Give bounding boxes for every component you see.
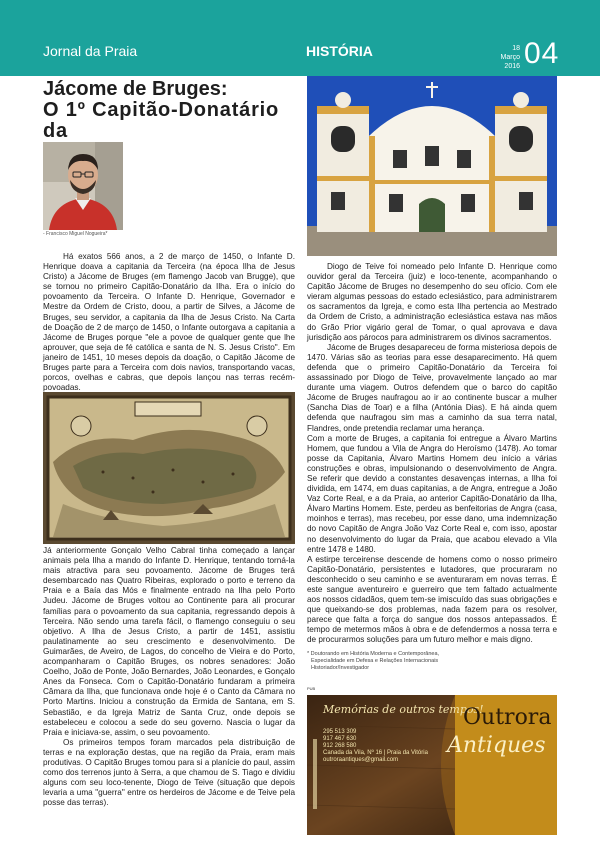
author-footnote [307, 651, 557, 672]
ad-phone-3: 912 268 580 [323, 743, 357, 749]
paragraph-4: Diogo de Teive foi nomeado pelo Infante D. Henrique como ouvidor geral da Terceira (juiz) e loco-tenente, acompanhando o Capitão Jácome de Bruges no desempenho do seu ofício. Com ele vieram algumas pessoas do estado eclesiástico, para administrarem os sacramentos da Igreja, e como esta Ilha pertencia ao Mestrado da Ordem de Cristo, a administração eclesiástica estava nas mãos do Grão Prior vigário geral de Tomar, o qual aprovava e dava jurisdição aos párocos para administrarem os divinos sacramentos. [307, 262, 557, 342]
paragraph-7: A estirpe terceirense descende de homens como o nosso primeiro Capitão-Donatário, persistentes e lutadores, que procuraram no desconhecido o seu caminho e se aventuraram em novas terras. É este sangue aventureiro e guerreiro que tem faltado actualmente aos nossos cidadãos, quem tem-se imiscuído das suas obrigações e que queixando-se dos problemas, nada fazem para os resolver, parece que falta a força do sangue dos nossos antepassados. É tempo de metermos mãos à obra e de defendermos a nossa terra e de procurarmos soluções para um futuro melhor e mais digno. [307, 554, 557, 645]
footnote-line-3: Historiador/Investigador [311, 665, 370, 671]
publication-name: Jornal da Praia [43, 43, 138, 59]
page-header [0, 0, 600, 76]
ad-address: Canada da Vila, Nº 16 | Praia da Vitória [323, 750, 428, 756]
title-line-2: O 1º Capitão-Donatário da [43, 99, 280, 142]
ad-email[interactable]: outroraantiques@gmail.com [323, 757, 399, 763]
footnote-line-2: Especialidade em Defesa e Relações Internacionais [311, 658, 439, 664]
author-photo [43, 142, 123, 230]
date-day: 18 [512, 45, 520, 52]
section-title: HISTÓRIA [306, 43, 373, 59]
ad-phone-2: 917 467 630 [323, 736, 357, 742]
page-number: 04 [524, 37, 560, 70]
ad-brand-line-1: Outrora [463, 705, 552, 730]
paragraph-3: Os primeiros tempos foram marcados pela distribuição de terras e na exploração destas, que na região da Praia, eram mais produtivas. O Capitão Bruges tomou para si a planície do paul, assim como dos terrenos junto à Serra, a que chamou de S. Tiago e dividiu alguns com seu loco-tenente, Diogo de Teive (situação que depois levaria a uma "guerra" entre os herdeiros de Jácome e de Teive pela posse das terras). [43, 737, 295, 808]
historical-map-image [43, 392, 295, 544]
paragraph-5: Jácome de Bruges desapareceu de forma misteriosa depois de 1470. Várias são as teorias para esse desaparecimento. Há quem defenda que o primeiro Capitão-Donatário da Terceira foi assassinado por Diogo de Teive, provavelmente lançado ao mar durante uma viagem. Outros defendem que o barco do capitão Jácome de Bruges naufragou ao ir ao continente buscar a mulher (Sancha Dias de Toar) e a filha (Antónia Dias). E há ainda quem defenda que naufragou sim mas a caminho da sua terra natal, Flandres, onde pretendia reclamar uma herança. [307, 342, 557, 433]
ad-contact [323, 729, 428, 764]
ad-tagline: Memórias de outros tempos! [323, 703, 484, 716]
footnote-line-1: * Doutorando em História Moderna e Contemporânea, [307, 651, 440, 657]
title-line-1: Jácome de Bruges: [43, 78, 228, 100]
ad-phone-1: 295 513 309 [323, 729, 357, 735]
paragraph-1: Há exatos 566 anos, a 2 de março de 1450, o Infante D. Henrique doava a capitania da Terceira (na época Ilha de Jesus Cristo) a Jácome de Bruges (em flamengo Jacob van Brugge), que se tornou no primeiro Capitão-Donatário da Ilha. Era o início do povoamento da Terceira. O Infante D. Henrique, Governador e Mestre da Ordem de Cristo, doou, a partir de Silves, a Jácome de Bruges, seu servidor, a capitania da Ilha de Jesus Cristo. Na Carta de Doação de 2 de março de 1450, o Infante outorgava a capitania a Jácome de Bruges porque "ele a povoe de qualquer gente que lhe aprouver, que seja de fé católica e santa de N. S. Jesus Cristo". Em janeiro de 1451, 10 meses depois da doação, o Capitão Jácome de Bruges parte para a Terceira com dois navios, transportando vacas, porcos, ovelhas e cabras, que depois lançou nas terras recém-povoadas. [43, 252, 295, 393]
author-caption: - Francisco Miguel Nogueira* [43, 231, 108, 237]
date-month: Março [500, 54, 520, 61]
left-column-top [43, 252, 295, 393]
ad-label: PUB [307, 686, 316, 691]
paragraph-6: Com a morte de Bruges, a capitania foi entregue a Álvaro Martins Homem, que fundou a Vila de Angra do Heroísmo (1478). Ao tomar posse da Capitania, Álvaro Martins Homem deu início a várias construções e obras, impulsionando o desenvolvimento de Angra. Se referir que devido a constantes desavenças internas, a Ilha foi dividida, em 1474, em duas capitanias, a de Angra, entregue a João Vaz Corte Real, e a da Praia, ao anterior Capitão-Donatário da Ilha, Álvaro Martins Homem. Este, perdeu as benfeitorias de Angra (casa, moinhos e terras), mas recebeu, por esse dano, uma indemnização do novo Capitão de Angra João Vaz Corte Real e, com isso, apostar no desenvolvimento do lugar da Praia, que acabou elevado a Vila entre 1478 e 1480. [307, 433, 557, 554]
church-photo [307, 76, 557, 256]
date-year: 2016 [504, 63, 520, 70]
advertisement-banner[interactable] [307, 695, 557, 835]
left-column-bottom [43, 546, 295, 808]
paragraph-2: Já anteriormente Gonçalo Velho Cabral tinha começado a lançar animais pela Ilha a mando do Infante D. Henrique, tentando torná-la mais atractiva para seu povoamento. Jácome de Bruges terá desembarcado nas Quatro Ribeiras, explorado o porto e terreno da Praia e a Baía das Mós e finalmente entrado na Ilha pelo Porto Judeu. Jácome de Bruges voltou ao Continente para ali procurar famílias para o povoamento da sua capitania, regressando depois à Terceira. Não sendo uma tarefa fácil, o flamengo conseguiu o seu objetivo. A Ilha de Jesus Cristo, a partir de 1451, assistiu paulatinamente ao seu crescimento e desenvolvimento. De Guimarães, de Aveiro, de Lagos, do concelho de Vieira e do Porto, acompanharam o Capitão Bruges, os nobres senadores: João Coelho, João de Ponte, João Bernardes, João Leonardes, e Gonçalo Anes da Fonseca. Com o Capitão-Donatário fundaram a primeira Câmara da Ilha, que funcionava onde hoje é o Canto da Câmara no Porto Martins. Iniciou a construção da Ermida de Santana, em S. Sebastião, e da Igreja Matriz de Santa Cruz, onde depois se estabeleceu e colocou a sede do seu governo. Nascia o lugar da Praia e iniciava-se, assim, o seu povoamento. [43, 546, 295, 737]
ad-brand-line-2: Antiques [447, 733, 546, 758]
issue-date [492, 44, 520, 71]
right-column [307, 262, 557, 646]
